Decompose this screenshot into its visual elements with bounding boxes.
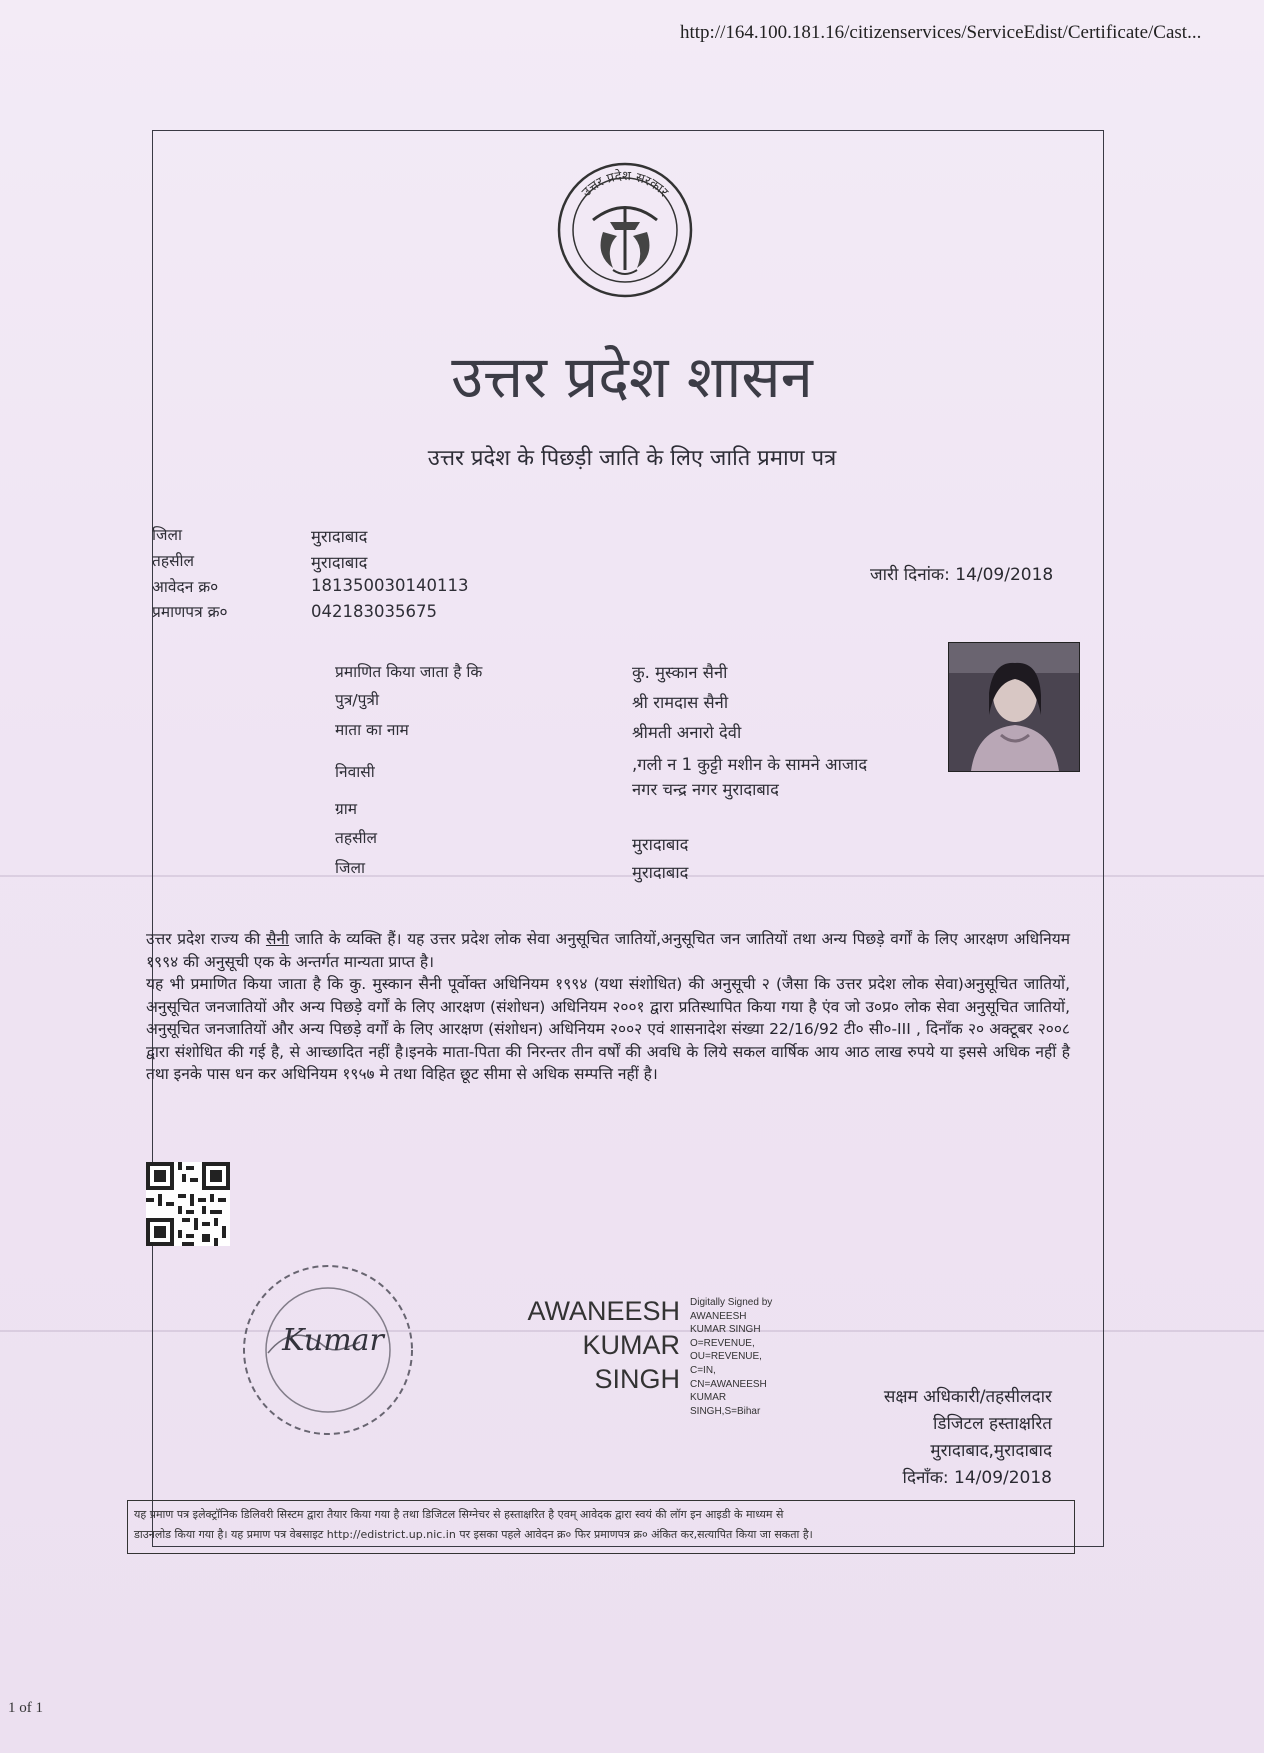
declaration-p1-start: उत्तर प्रदेश राज्य की (146, 930, 266, 948)
officer-signed: डिजिटल हस्ताक्षरित (933, 1414, 1052, 1434)
tehsil-value: मुरादाबाद (311, 553, 368, 572)
mother-label: माता का नाम (335, 721, 409, 739)
declaration-p1-end: जाति के व्यक्ति हैं। यह उत्तर प्रदेश लोक सेवा अनुसूचित जातियों,अनुसूचित जन जातियों तथा अन्य पिछड़े वर्गों के लिए आरक्षण अधिनियम १९९४ की अनुसूची एक के अन्तर्गत मान्यता प्राप्त है। (146, 930, 1070, 971)
officer-date (808, 1465, 1052, 1492)
footer-line-1: यह प्रमाण पत्र इलेक्ट्रॉनिक डिलिवरी सिस्टम द्वारा तैयार किया गया है तथा डिजिटल सिग्नेचर से हस्ताक्षरित है एवम् आवेदक द्वारा स्वयं की लॉग इन आइडी के माध्यम से (134, 1508, 784, 1521)
page-indicator: 1 of 1 (8, 1700, 43, 1716)
declaration-paragraph-1 (146, 928, 1070, 973)
issuing-officer (808, 1384, 1052, 1492)
footer-line-2: डाउनलोड किया गया है। यह प्रमाण पत्र वेबसाइट http://edistrict.up.nic.in पर इसका पहले आवेदन क्र० फिर प्रमाणपत्र क्र० अंकित कर,सत्यापित किया जा सकता है। (134, 1528, 813, 1541)
certificate-number-label: प्रमाणपत्र क्र० (152, 603, 228, 621)
qr-code-icon[interactable] (146, 1162, 230, 1246)
stamp-signature: Kumar (282, 1323, 384, 1358)
resident-address-line1: ,गली न 1 कुट्टी मशीन के सामने आजाद (632, 755, 868, 774)
applicant-photo (948, 642, 1080, 772)
officer-date-label: दिनाँक: (902, 1468, 949, 1488)
certificate-subheading: उत्तर प्रदेश के पिछड़ी जाति के लिए जाति प्रमाण पत्र (427, 446, 837, 471)
declaration-paragraph-2: यह भी प्रमाणित किया जाता है कि कु. मुस्कान सैनी पूर्वोक्त अधिनियम १९९४ (यथा संशोधित) की अनुसूची २ (जैसा कि उत्तर प्रदेश लोक सेवा)अनुसूचित जातियों, अनुसूचित जनजातियों और अन्य पिछड़े वर्गों के लिए आरक्षण (संशोधन) अधिनियम २००१ द्वारा प्रतिस्थापित किया गया है एंव जो उ०प्र० लोक सेवा अनुसूचित जातियों, अनुसूचित जनजातियों और अन्य पिछड़े वर्गों के लिए आरक्षण (संशोधन) अधिनियम २००२ एवं शासनादेश संख्या 22/16/92 टी० सी०-III , दिनाँक २० अक्टूबर २००८ द्वारा संशोधित की गई है, से आच्छादित नहीं है।इनके माता-पिता की निरन्तर तीन वर्षों की अवधि के लिये सकल वार्षिक आय आठ लाख रुपये या इससे अधिक नहीं है तथा इनके पास धन कर अधिनियम १९५७ मे तथा विहित छूट सीमा से अधिक सम्पत्ति नहीं है। (146, 975, 1070, 1083)
sig-detail-line: SINGH,S=Bihar (690, 1405, 761, 1417)
svg-text:उत्तर प्रदेश सरकार: उत्तर प्रदेश सरकार (579, 168, 671, 201)
detail-tehsil-value: मुरादाबाद (632, 835, 689, 854)
footer-note (134, 1505, 1070, 1545)
sig-detail-line: AWANEESH (690, 1310, 747, 1322)
sig-detail-line: CN=AWANEESH (690, 1378, 767, 1390)
digital-signature-name (520, 1294, 680, 1396)
tehsil-label: तहसील (152, 552, 195, 570)
detail-tehsil-label: तहसील (335, 829, 378, 847)
certificate-number-value: 042183035675 (311, 602, 437, 621)
issue-date-label: जारी दिनांक: (870, 565, 950, 585)
declaration-text (146, 928, 1070, 1086)
certificate-heading: उत्तर प्रदेश शासन (451, 343, 813, 411)
sig-name-line: AWANEESH (527, 1296, 680, 1326)
issue-date-value: 14/09/2018 (955, 565, 1054, 585)
officer-place: मुरादाबाद,मुरादाबाद (930, 1441, 1052, 1461)
application-number-label: आवेदन क्र० (152, 578, 219, 596)
officer-title: सक्षम अधिकारी/तहसीलदार (883, 1387, 1052, 1407)
district-label: जिला (152, 526, 183, 544)
village-label: ग्राम (335, 800, 358, 818)
sig-detail-line: KUMAR SINGH (690, 1324, 761, 1336)
applicant-photo-image (949, 643, 1079, 771)
sig-name-line: SINGH (594, 1364, 680, 1394)
issue-date (870, 562, 1053, 585)
mother-name: श्रीमती अनारो देवी (632, 723, 742, 742)
page-url: http://164.100.181.16/citizenservices/ServiceEdist/Certificate/Cast... (680, 22, 1202, 43)
applicant-name: कु. मुस्कान सैनी (632, 663, 728, 682)
sig-detail-line: OU=REVENUE, (690, 1351, 762, 1363)
office-stamp-icon (228, 1258, 428, 1443)
resident-address-line2: नगर चन्द्र नगर मुरादाबाद (632, 780, 779, 799)
child-of-label: पुत्र/पुत्री (335, 691, 379, 709)
emblem-text (555, 160, 695, 300)
certified-label: प्रमाणित किया जाता है कि (335, 663, 483, 681)
digital-signature-details (690, 1296, 772, 1418)
father-name: श्री रामदास सैनी (632, 693, 729, 712)
district-value: मुरादाबाद (311, 527, 368, 546)
resident-label: निवासी (335, 763, 375, 781)
detail-district-value: मुरादाबाद (632, 863, 689, 882)
sig-detail-line: O=REVENUE, (690, 1337, 755, 1349)
sig-detail-line: Digitally Signed by (690, 1297, 773, 1308)
detail-district-label: जिला (335, 859, 366, 877)
caste-name: सैनी (265, 930, 290, 948)
application-number-value: 181350030140113 (311, 576, 469, 595)
officer-date-value: 14/09/2018 (954, 1468, 1052, 1488)
sig-detail-line: KUMAR (690, 1392, 727, 1404)
sig-name-line: KUMAR (582, 1330, 680, 1360)
sig-detail-line: C=IN, (690, 1364, 716, 1376)
